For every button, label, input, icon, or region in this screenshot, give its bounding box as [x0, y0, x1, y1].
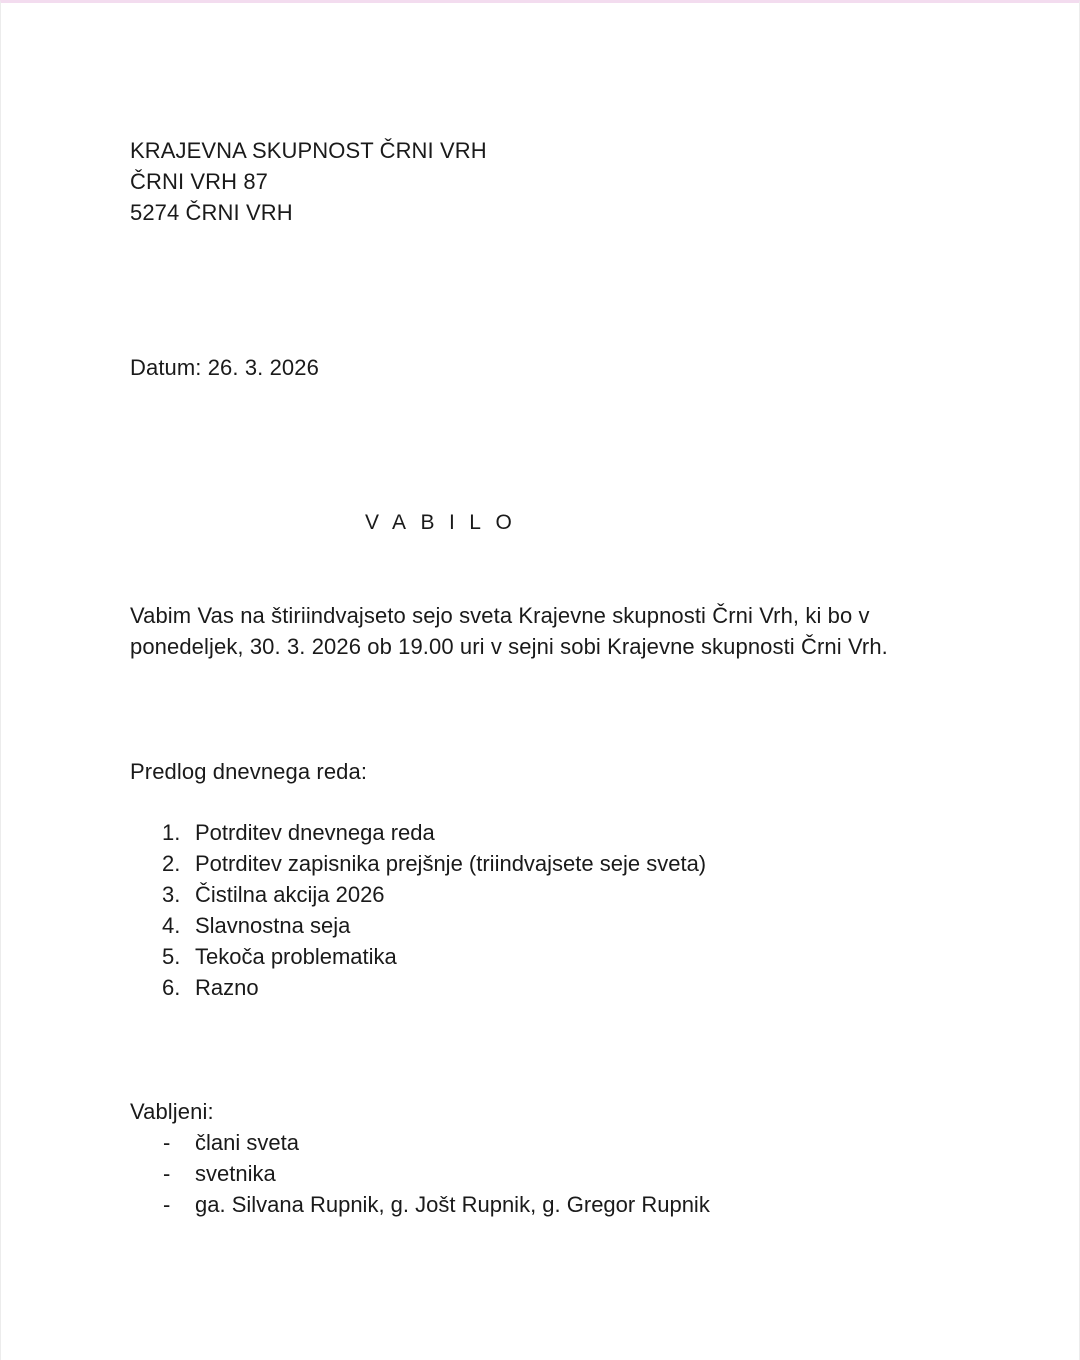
agenda-heading: Predlog dnevnega reda: — [130, 759, 368, 784]
invited-item-text: ga. Silvana Rupnik, g. Jošt Rupnik, g. Gregor Rupnik — [195, 1192, 710, 1217]
agenda-item-number: 2. — [162, 851, 181, 876]
invited-item-text: svetnika — [195, 1161, 276, 1186]
invited-heading: Vabljeni: — [130, 1099, 214, 1124]
agenda-item-number: 4. — [162, 913, 181, 938]
agenda-item-number: 1. — [162, 820, 181, 845]
invited-bullet: - — [163, 1161, 171, 1186]
agenda-item-text: Tekoča problematika — [195, 944, 397, 969]
invited-item-text: člani sveta — [195, 1130, 299, 1155]
agenda-item-number: 5. — [162, 944, 181, 969]
org-name: KRAJEVNA SKUPNOST ČRNI VRH — [130, 138, 487, 163]
agenda-item-text: Slavnostna seja — [195, 913, 351, 938]
document-date: Datum: 26. 3. 2026 — [130, 355, 319, 380]
invited-bullet: - — [163, 1130, 171, 1155]
invitation-text-line-1: Vabim Vas na štiriindvajseto sejo sveta Krajevne skupnosti Črni Vrh, ki bo v — [130, 603, 870, 628]
agenda-item-number: 3. — [162, 882, 181, 907]
org-postal: 5274 ČRNI VRH — [130, 200, 293, 225]
agenda-item-text: Potrditev zapisnika prejšnje (triindvajsete seje sveta) — [195, 851, 707, 876]
org-address: ČRNI VRH 87 — [130, 169, 269, 194]
agenda-item-number: 6. — [162, 975, 181, 1000]
agenda-item-text: Potrditev dnevnega reda — [195, 820, 435, 845]
agenda-item-text: Čistilna akcija 2026 — [195, 882, 385, 907]
invited-bullet: - — [163, 1192, 171, 1217]
agenda-item-text: Razno — [195, 975, 259, 1000]
document-title: VABILO — [365, 511, 527, 534]
invitation-text-line-2: ponedeljek, 30. 3. 2026 ob 19.00 uri v sejni sobi Krajevne skupnosti Črni Vrh. — [130, 634, 888, 659]
